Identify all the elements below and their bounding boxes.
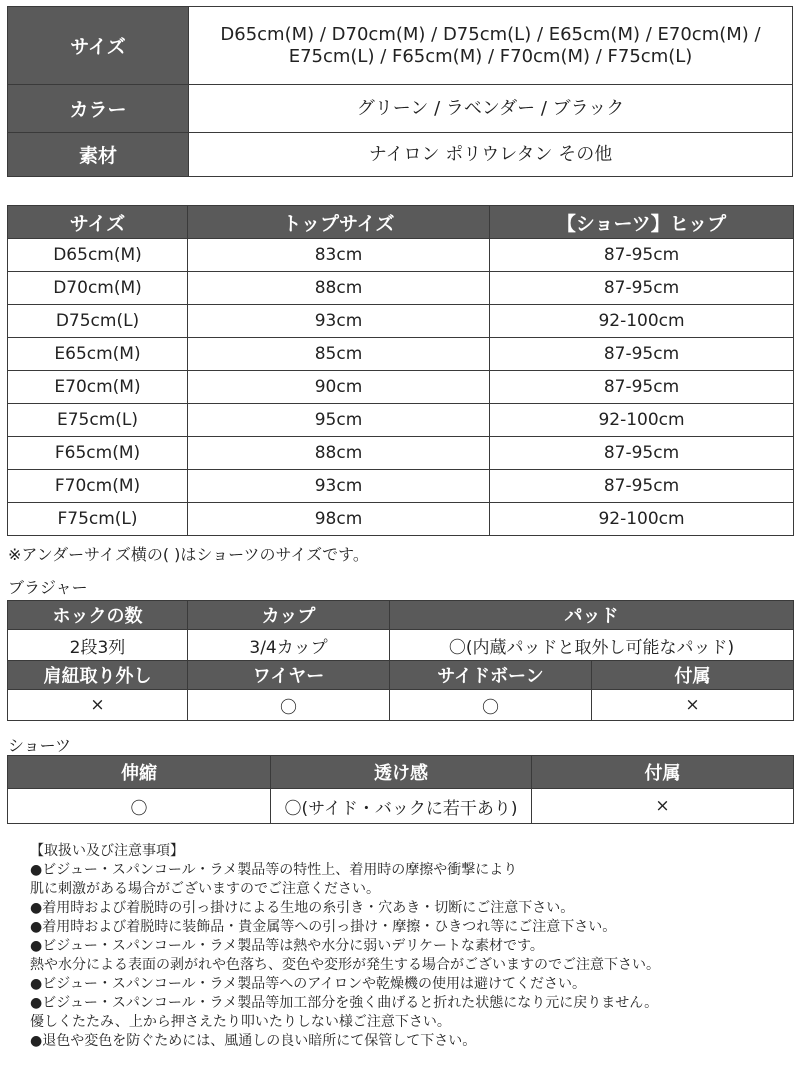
top-size-cell: 83cm [188, 239, 490, 272]
size-cell: E65cm(M) [8, 338, 188, 371]
shorts-section-label: ショーツ [8, 736, 72, 755]
size-cell: D65cm(M) [8, 239, 188, 272]
top-size-cell: 88cm [188, 437, 490, 470]
shorts-header-row [8, 756, 794, 789]
table-row [8, 305, 794, 338]
size-cell: F65cm(M) [8, 437, 188, 470]
hip-cell: 87-95cm [490, 239, 794, 272]
top-size-cell: 93cm [188, 305, 490, 338]
care-line: ●ビジュー・スパンコール・ラメ製品等加工部分を強く曲げると折れた状態になり元に戻りません。 [30, 995, 659, 1011]
top-size-cell: 90cm [188, 371, 490, 404]
hip-cell: 87-95cm [490, 371, 794, 404]
care-line: ●着用時および着脱時の引っ掛けによる生地の糸引き・穴あき・切断にご注意下さい。 [30, 900, 575, 916]
care-line: 熱や水分による表面の剥がれや色落ち、変色や変形が発生する場合がございますのでご注意下さい。 [30, 957, 660, 973]
table-row [8, 338, 794, 371]
size-header-top: トップサイズ [188, 206, 490, 239]
shorts-table [7, 755, 794, 824]
bra-header-pad: パッド [390, 601, 794, 630]
size-note: ※アンダーサイズ横の( )はショーツのサイズです。 [8, 545, 369, 564]
hip-cell: 87-95cm [490, 470, 794, 503]
top-size-cell: 88cm [188, 272, 490, 305]
table-row [8, 272, 794, 305]
bra-cup-value: 3/4カップ [188, 630, 390, 661]
table-row [8, 437, 794, 470]
shorts-value-row [8, 789, 794, 824]
bra-value-row-2 [8, 690, 794, 721]
size-cell: F70cm(M) [8, 470, 188, 503]
care-line: ●ビジュー・スパンコール・ラメ製品等へのアイロンや乾燥機の使用は避けてください。 [30, 976, 586, 992]
bra-section-label: ブラジャー [8, 578, 88, 597]
bra-pad-value: 〇(内蔵パッドと取外し可能なパッド) [390, 630, 794, 661]
size-table-header [8, 206, 794, 239]
table-row [8, 503, 794, 536]
hip-cell: 92-100cm [490, 404, 794, 437]
spec-color-label: カラー [8, 85, 189, 133]
spec-size-line1: D65cm(M) / D70cm(M) / D75cm(L) / E65cm(M) / E70cm(M) / [220, 23, 761, 45]
bra-sidebone-value: 〇 [390, 690, 592, 721]
bra-value-row-1 [8, 630, 794, 661]
top-size-cell: 93cm [188, 470, 490, 503]
spec-table [7, 6, 793, 177]
bra-table [7, 600, 794, 721]
top-size-cell: 98cm [188, 503, 490, 536]
bra-header-sidebone: サイドボーン [390, 661, 592, 690]
shorts-header-sheer: 透け感 [271, 756, 532, 789]
care-line: 優しくたたみ、上から押さえたり叩いたりしない様ご注意下さい。 [30, 1014, 451, 1030]
care-line: ●ビジュー・スパンコール・ラメ製品等の特性上、着用時の摩擦や衝撃により [30, 862, 518, 878]
hip-cell: 92-100cm [490, 503, 794, 536]
spec-row-color [8, 85, 793, 133]
care-title: 【取扱い及び注意事項】 [30, 843, 184, 859]
size-cell: F75cm(L) [8, 503, 188, 536]
bra-header-hooks: ホックの数 [8, 601, 188, 630]
table-row [8, 371, 794, 404]
care-line: 肌に刺激がある場合がございますのでご注意ください。 [30, 881, 380, 897]
bra-header-row-2 [8, 661, 794, 690]
bra-header-accessory: 付属 [592, 661, 794, 690]
hip-cell: 87-95cm [490, 338, 794, 371]
hip-cell: 92-100cm [490, 305, 794, 338]
top-size-cell: 85cm [188, 338, 490, 371]
spec-size-value [189, 7, 793, 85]
top-size-cell: 95cm [188, 404, 490, 437]
table-row [8, 239, 794, 272]
shorts-header-stretch: 伸縮 [8, 756, 271, 789]
spec-size-label: サイズ [8, 7, 189, 85]
size-header-size: サイズ [8, 206, 188, 239]
size-cell: D70cm(M) [8, 272, 188, 305]
size-table [7, 205, 794, 536]
shorts-accessory-value: × [532, 789, 794, 824]
table-row [8, 470, 794, 503]
size-cell: E75cm(L) [8, 404, 188, 437]
bra-header-wire: ワイヤー [188, 661, 390, 690]
size-header-hip: 【ショーツ】ヒップ [490, 206, 794, 239]
spec-row-size [8, 7, 793, 85]
spec-row-material [8, 133, 793, 177]
bra-header-row-1 [8, 601, 794, 630]
size-cell: E70cm(M) [8, 371, 188, 404]
care-line: ●退色や変色を防ぐためには、風通しの良い暗所にて保管して下さい。 [30, 1033, 477, 1049]
bra-header-strap: 肩紐取り外し [8, 661, 188, 690]
shorts-sheer-value: 〇(サイド・バックに若干あり) [271, 789, 532, 824]
care-line: ●着用時および着脱時に装飾品・貴金属等への引っ掛け・摩擦・ひきつれ等にご注意下さい。 [30, 919, 617, 935]
bra-header-cup: カップ [188, 601, 390, 630]
table-row [8, 404, 794, 437]
shorts-stretch-value: 〇 [8, 789, 271, 824]
spec-size-line2: E75cm(L) / F65cm(M) / F70cm(M) / F75cm(L) [288, 45, 693, 67]
spec-material-value: ナイロン ポリウレタン その他 [189, 133, 793, 177]
bra-strap-value: × [8, 690, 188, 721]
hip-cell: 87-95cm [490, 437, 794, 470]
spec-color-value: グリーン / ラベンダー / ブラック [189, 85, 793, 133]
bra-accessory-value: × [592, 690, 794, 721]
spec-material-label: 素材 [8, 133, 189, 177]
bra-hooks-value: 2段3列 [8, 630, 188, 661]
hip-cell: 87-95cm [490, 272, 794, 305]
care-notes [30, 842, 660, 1051]
care-line: ●ビジュー・スパンコール・ラメ製品等は熱や水分に弱いデリケートな素材です。 [30, 938, 544, 954]
shorts-header-accessory: 付属 [532, 756, 794, 789]
size-cell: D75cm(L) [8, 305, 188, 338]
bra-wire-value: 〇 [188, 690, 390, 721]
